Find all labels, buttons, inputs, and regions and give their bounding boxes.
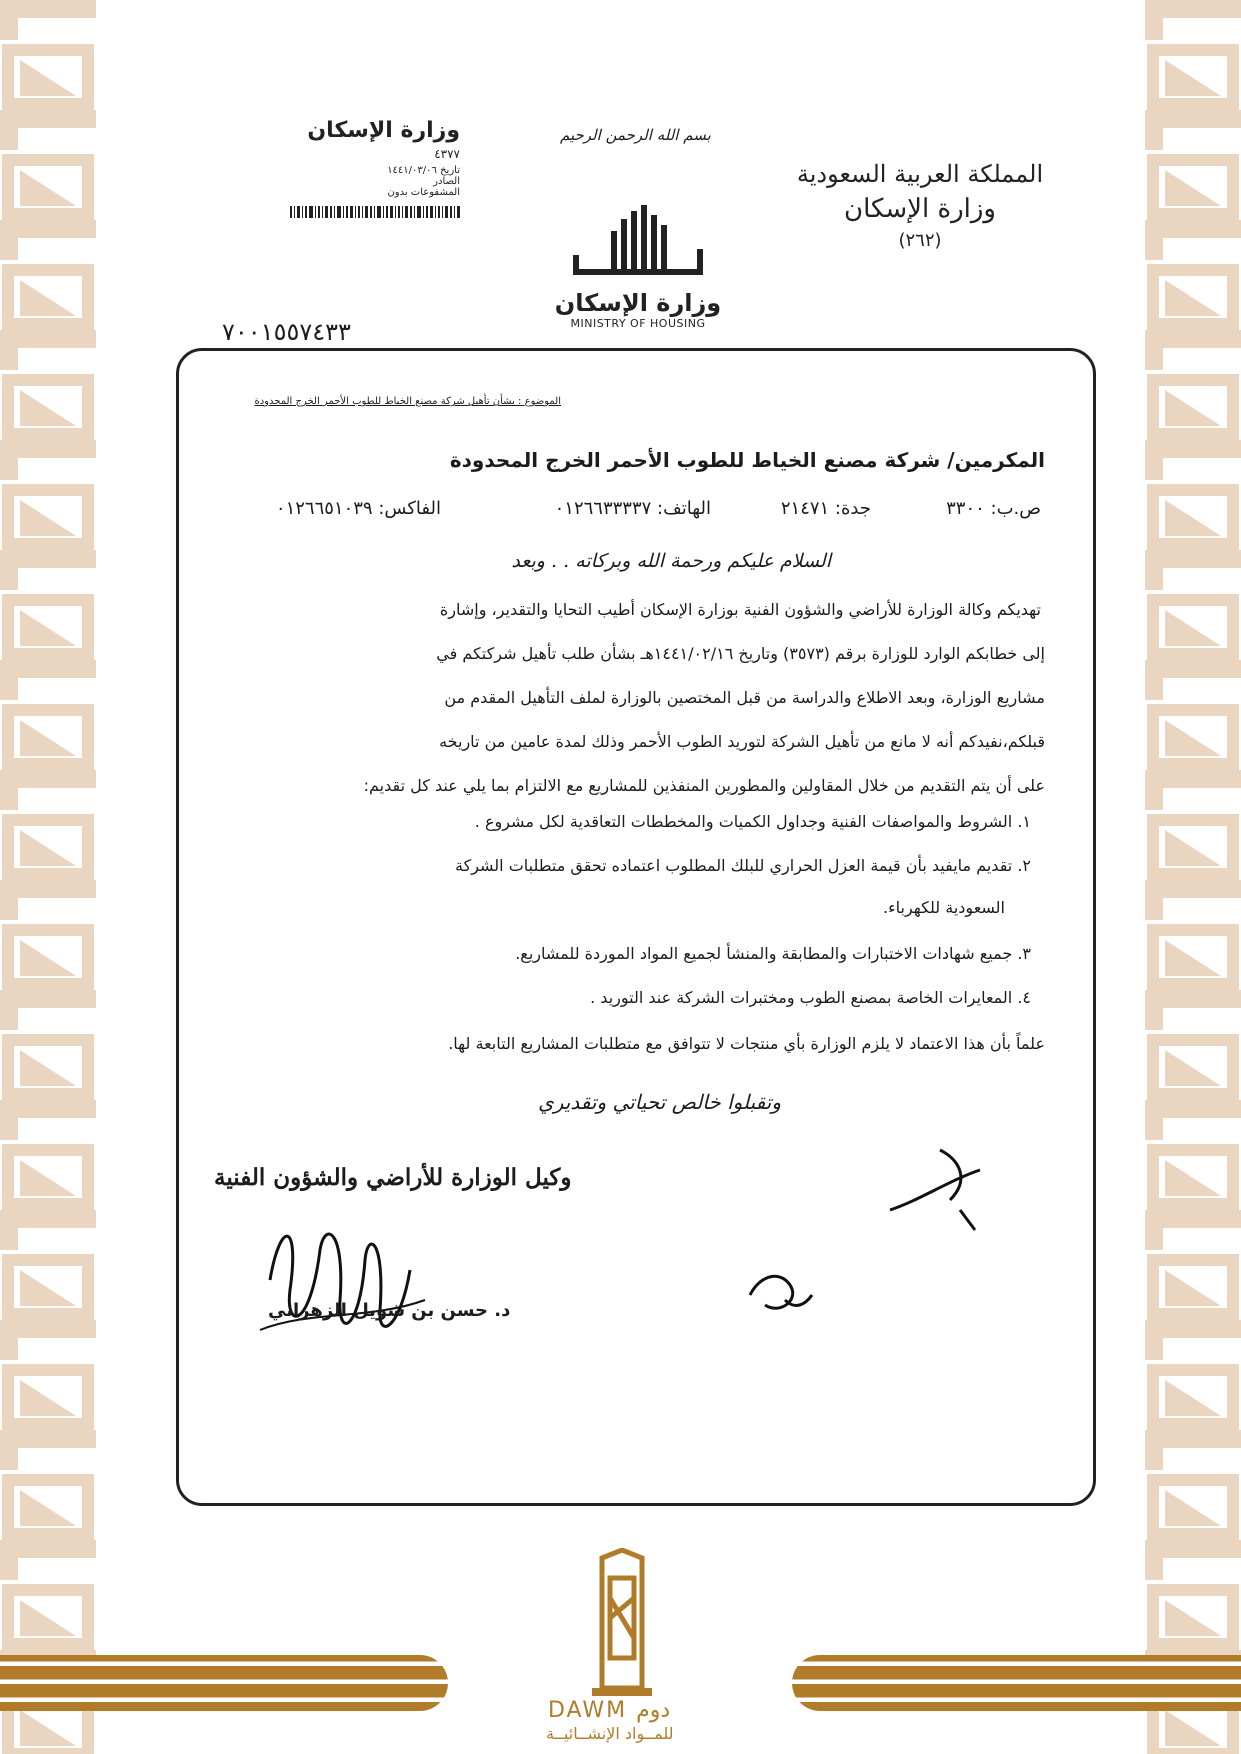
logo-name-en: MINISTRY OF HOUSING — [570, 317, 706, 330]
letter-note: علماً بأن هذا الاعتماد لا يلزم الوزارة بأي منتجات لا تتوافق مع متطلبات المشاريع التابعة لها. — [448, 1034, 1045, 1053]
letter-closing: وتقبلوا خالص تحياتي وتقديري — [538, 1090, 781, 1114]
paragraph-line: مشاريع الوزارة، وبعد الاطلاع والدراسة من قبل المختصين بالوزارة لملف التأهيل المقدم من — [444, 688, 1045, 707]
stamp-attachments: المشفوعات بدون — [387, 187, 460, 198]
contact-pobox: ص.ب: ٣٣٠٠ — [946, 498, 1041, 519]
contact-city: جدة: ٢١٤٧١ — [780, 498, 871, 519]
list-item: ٣. جميع شهادات الاختبارات والمطابقة والمنشأ لجميع المواد الموردة للمشاريع. — [515, 944, 1031, 963]
paragraph-line: إلى خطابكم الوارد للوزارة برقم (٣٥٧٣) وتاريخ ١٤٤١/٠٢/١٦هـ بشأن طلب تأهيل شركتكم في — [436, 644, 1045, 663]
contact-fax: الفاكس: ٠١٢٦٦٥١٠٣٩ — [275, 498, 441, 519]
brand-ar: دوم — [636, 1698, 671, 1723]
footer-bar-left — [0, 1655, 448, 1711]
brand-tagline: للمــواد الإنشــائيــة — [546, 1724, 674, 1743]
signatory-title: وكيل الوزارة للأراضي والشؤون الفنية — [214, 1164, 572, 1191]
ministry-name: وزارة الإسكان — [844, 194, 996, 224]
signatory-name: د. حسن بن شويل الزهراني — [268, 1300, 511, 1321]
initials-mark — [880, 1140, 1000, 1240]
signature — [250, 1210, 430, 1360]
logo-name-ar: وزارة الإسكان — [554, 289, 722, 317]
paragraph-line: على أن يتم التقديم من خلال المقاولين والمطورين المنفذين للمشاريع مع الالتزام بما يلي عند كل تقديم: — [363, 776, 1045, 795]
contact-phone: الهاتف: ٠١٢٦٦٣٣٣٣٧ — [554, 498, 711, 519]
paragraph-line: قبلكم،نفيدكم أنه لا مانع من تأهيل الشركة لتوريد الطوب الأحمر وذلك لمدة عامين من تاريخه — [439, 732, 1045, 751]
stamp-issue-label: الصادر — [433, 176, 460, 187]
letter-recipient: المكرمين/ شركة مصنع الخياط للطوب الأحمر الخرج المحدودة — [449, 448, 1045, 472]
right-border-pattern — [1145, 0, 1241, 1754]
kingdom-header — [790, 160, 1050, 251]
stamp-date: ١٤٤١/٠٣/٠٦ — [387, 165, 437, 176]
letter-subject: الموضوع : بشأن تأهيل شركة مصنع الخياط للطوب الأحمر الخرج المحدودة — [254, 396, 561, 407]
ministry-code: (٢٦٢) — [898, 230, 942, 251]
list-item: ٢. تقديم مايفيد بأن قيمة العزل الحراري للبلك المطلوب اعتماده تحقق متطلبات الشركة — [455, 856, 1031, 875]
barcode — [290, 206, 460, 218]
list-item: ٤. المعايرات الخاصة بمصنع الطوب ومختبرات الشركة عند التوريد . — [590, 988, 1031, 1007]
paragraph-line: تهديكم وكالة الوزارة للأراضي والشؤون الفنية بوزارة الإسكان أطيب التحايا والتقدير، وإشارة — [439, 600, 1041, 619]
paraph-mark — [740, 1265, 820, 1325]
left-border-pattern — [0, 0, 96, 1754]
stamp-date-label: تاريخ — [440, 165, 460, 176]
kingdom-name: المملكة العربية السعودية — [796, 160, 1044, 188]
footer-bar-right — [792, 1655, 1241, 1711]
stamp-title: وزارة الإسكان — [307, 118, 460, 143]
ministry-logo-icon — [563, 205, 713, 285]
brand-name — [548, 1698, 670, 1723]
dawm-logo-icon — [582, 1548, 662, 1698]
basmala: بسم الله الرحمن الرحيم — [560, 126, 711, 144]
list-item: السعودية للكهرباء. — [883, 898, 1005, 917]
incoming-stamp — [230, 118, 460, 222]
brand-en: DAWM — [548, 1698, 628, 1723]
letter-greeting: السلام عليكم ورحمة الله وبركاته . . وبعد — [511, 550, 831, 572]
ministry-logo — [538, 205, 738, 330]
stamp-number: ٤٣٧٧ — [434, 147, 460, 161]
list-item: ١. الشروط والمواصفات الفنية وجداول الكميات والمخططات التعاقدية لكل مشروع . — [474, 812, 1031, 831]
reference-number: ٧٠٠١٥٥٧٤٣٣ — [222, 318, 351, 346]
